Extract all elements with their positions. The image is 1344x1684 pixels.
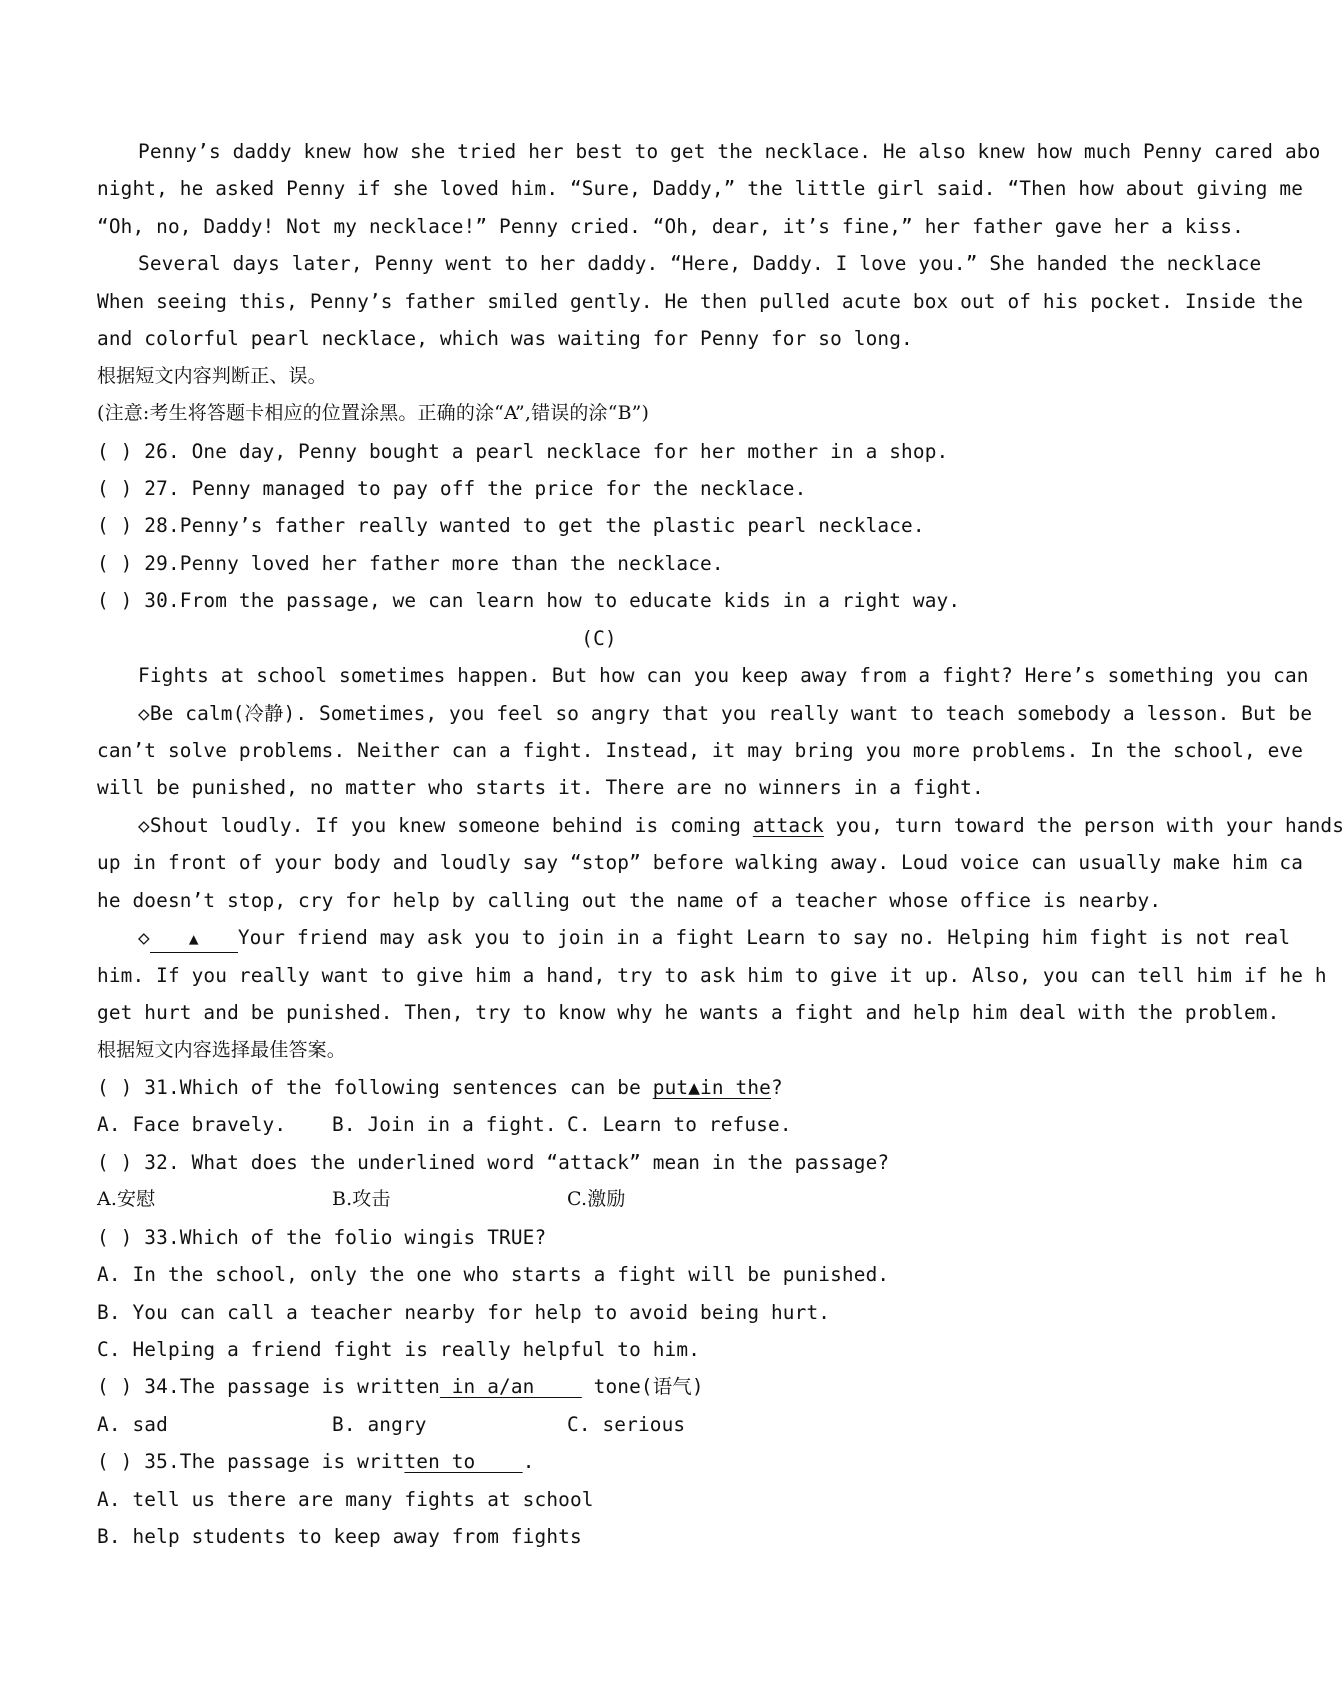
tip1-line2: can’t solve problems. Neither can a fight. Instead, it may bring you more problems. In the school, eve (97, 739, 1304, 762)
q35-option-a: A. tell us there are many fights at school (97, 1487, 594, 1511)
page-content (97, 133, 1344, 1556)
q32-options (97, 1181, 1191, 1218)
passage-b-p1-line3: “Oh, no, Daddy! Not my necklace!” Penny cried. “Oh, dear, it’s fine,” her father gave her a kiss. (97, 214, 1244, 238)
passage-c-intro: Fights at school sometimes happen. But how can you keep away from a fight? Here’s something you can (138, 664, 1309, 688)
q34-blank: in a/an (439, 1375, 582, 1399)
q31-blank: put▲in the (652, 1075, 771, 1099)
tip1-line1: ◇Be calm(冷静). Sometimes, you feel so angry that you really want to teach somebody a lesson. But be (138, 701, 1313, 725)
passage-c-heading: (C) (581, 626, 617, 650)
passage-b-p2-line2: When seeing this, Penny’s father smiled gently. He then pulled acute box out of his pocket. Inside the (97, 289, 1304, 313)
q35-blank: ten to (404, 1450, 523, 1474)
q34-options (97, 1406, 1191, 1443)
question-32: ( ) 32. What does the underlined word “attack” mean in the passage? (97, 1150, 890, 1174)
tf-note: (注意:考生将答题卡相应的位置涂黑。正确的涂“A”,错误的涂“B”) (97, 402, 650, 425)
question-29: ( ) 29.Penny loved her father more than the necklace. (97, 551, 724, 575)
tip3-line3: get hurt and be punished. Then, try to know why he wants a fight and help him deal with the problem. (97, 1001, 1280, 1025)
q31-stem: ( ) 31.Which of the following sentences can be (97, 1075, 641, 1099)
q33-option-a: A. In the school, only the one who starts a fight will be punished. (97, 1263, 890, 1287)
q32-option-b: B.攻击 (332, 1188, 391, 1211)
question-35 (97, 1443, 1191, 1480)
q34-option-c: C. serious (567, 1412, 686, 1436)
q31-option-c: C. Learn to refuse. (567, 1113, 792, 1137)
diamond-icon: ◇ (138, 926, 150, 950)
question-34 (97, 1368, 1191, 1405)
question-27: ( ) 27. Penny managed to pay off the price for the necklace. (97, 476, 807, 500)
passage-b-p1-line2: night, he asked Penny if she loved him. “Sure, Daddy,” the little girl said. “Then how about giving me (97, 177, 1304, 201)
tip1-line3: will be punished, no matter who starts it. There are no winners in a fight. (97, 776, 984, 800)
q33-option-c: C. Helping a friend fight is really helpful to him. (97, 1338, 701, 1361)
q32-option-a: A.安慰 (97, 1188, 156, 1211)
tip2-line2: up in front of your body and loudly say “stop” before walking away. Loud voice can usually make him ca (97, 851, 1304, 875)
tip3-line1-text: Your friend may ask you to join in a fight Learn to say no. Helping him fight is not real (237, 926, 1291, 950)
tip2-line1-end: you, turn toward the person with your hands (835, 813, 1344, 837)
q31-option-b: B. Join in a fight. (332, 1113, 557, 1137)
tip2-line3: he doesn’t stop, cry for help by calling out the name of a teacher whose office is nearby. (97, 888, 1162, 912)
question-26: ( ) 26. One day, Penny bought a pearl necklace for her mother in a shop. (97, 439, 949, 463)
passage-b-p1-line1: Penny’s daddy knew how she tried her best to get the necklace. He also knew how much Penny cared abo (138, 140, 1321, 163)
q31-option-a: A. Face bravely. (97, 1113, 287, 1137)
question-33: ( ) 33.Which of the folio wingis TRUE? (97, 1225, 547, 1249)
mc-instruction: 根据短文内容选择最佳答案。 (97, 1038, 346, 1061)
q32-option-c: C.激励 (567, 1188, 626, 1211)
q35-end: . (522, 1450, 535, 1474)
q31-end: ? (771, 1075, 783, 1099)
q35-stem: ( ) 35.The passage is writ (97, 1450, 405, 1474)
question-31 (97, 1069, 1191, 1106)
q31-options (97, 1106, 1191, 1143)
question-30: ( ) 30.From the passage, we can learn how to educate kids in a right way. (97, 589, 961, 613)
q34-option-a: A. sad (97, 1412, 168, 1436)
q33-option-b: B. You can call a teacher nearby for help to avoid being hurt. (97, 1300, 831, 1324)
tip2-line1 (97, 807, 1344, 844)
q35-option-b: B. help students to keep away from fights (97, 1525, 582, 1549)
q34-stem: ( ) 34.The passage is written (97, 1375, 440, 1399)
q34-end: tone(语气) (581, 1375, 704, 1399)
question-28: ( ) 28.Penny’s father really wanted to get the plastic pearl necklace. (97, 514, 925, 538)
blank-31-triangle: ▲ (150, 926, 238, 953)
tip3-line1 (97, 919, 1291, 956)
underlined-word-attack: attack (752, 813, 824, 837)
tf-instruction: 根据短文内容判断正、误。 (97, 364, 327, 387)
passage-b-p2-line1: Several days later, Penny went to her daddy. “Here, Daddy. I love you.” She handed the necklace (138, 252, 1262, 276)
tip2-line1-start: ◇Shout loudly. If you knew someone behind is coming (138, 813, 742, 837)
tip3-line2: him. If you really want to give him a hand, try to ask him to give it up. Also, you can tell him if he h (97, 963, 1327, 987)
q34-option-b: B. angry (332, 1412, 427, 1436)
passage-b-p2-line3: and colorful pearl necklace, which was waiting for Penny for so long. (97, 327, 913, 351)
